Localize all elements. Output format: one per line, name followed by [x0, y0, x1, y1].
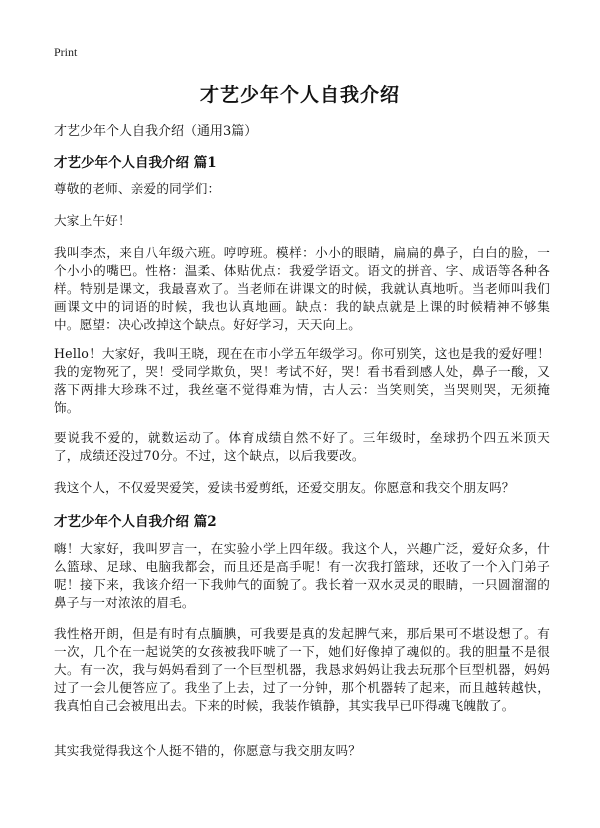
- section-1-paragraph-3: 我叫李杰，来自八年级六班。哼哼班。模样：小小的眼睛，扁扁的鼻子，白白的脸，一个小小的嘴巴。性格：温柔、体贴优点：我爱学语文。语文的拼音、字、成语等各种各样。特别是课文，我最喜欢了。当老师在讲课文的时候，我就认真地听。当老师叫我们画课文中的词语的时候，我也认真地画。缺点：我的缺点就是上课的时候精神不够集中。愿望：决心改掉这个缺点。好好学习，天天向上。: [54, 245, 550, 332]
- section-2-paragraph-3: 其实我觉得我这个人挺不错的，你愿意与我交朋友吗？: [54, 743, 362, 758]
- section-2-paragraph-1: 嗨！大家好，我叫罗言一，在实验小学上四年级。我这个人，兴趣广泛，爱好众多，什么篮球、足球、电脑我都会，而且还是高手呢！有一次我打篮球，还收了一个入门弟子呢！接下来，我该介绍一下我帅气的面貌了。我长着一双水灵灵的眼睛，一只圆溜溜的鼻子与一对浓浓的眉毛。: [54, 541, 550, 610]
- document-title: 才艺少年个人自我介绍: [199, 84, 400, 106]
- section-1-heading: 才艺少年个人自我介绍 篇1: [54, 155, 217, 171]
- section-1-paragraph-4: Hello！大家好，我叫王晓，现在在市小学五年级学习。你可别笑，这也是我的爱好哩！我的宠物死了，哭！受同学欺负，哭！考试不好，哭！看书看到感人处，鼻子一酸，又落下两排大珍珠不过，我丝毫不觉得难为情，古人云：当笑则笑，当哭则哭，无须掩饰。: [54, 346, 550, 415]
- section-2-paragraph-2: 我性格开朗，但是有时有点腼腆，可我要是真的发起脾气来，那后果可不堪设想了。有一次，几个在一起说笑的女孩被我吓唬了一下，她们好像掉了魂似的。我的胆量不是很大。有一次，我与妈妈看到了一个巨型机器，我恳求妈妈让我去玩那个巨型机器，妈妈过了一会儿便答应了。我坐了上去，过了一分钟，那个机器转了起来，而且越转越快，我真怕自己会被甩出去。下来的时候，我装作镇静，其实我早已吓得魂飞魄散了。: [54, 626, 550, 713]
- section-1-paragraph-6: 我这个人，不仅爱哭爱笑，爱读书爱剪纸，还爱交朋友。你愿意和我交个朋友吗？: [54, 480, 515, 495]
- section-1-paragraph-5: 要说我不爱的，就数运动了。体育成绩自然不好了。三年级时，垒球扔个四五米顶天了，成绩还没过70分。不过，这个缺点，以后我要改。: [54, 430, 550, 463]
- section-2-heading: 才艺少年个人自我介绍 篇2: [54, 514, 217, 530]
- section-1-paragraph-2: 大家上午好！: [54, 213, 131, 228]
- document-subtitle: 才艺少年个人自我介绍（通用3篇）: [54, 124, 258, 139]
- print-link[interactable]: Print: [54, 45, 78, 59]
- section-1-paragraph-1: 尊敬的老师、亲爱的同学们：: [54, 181, 221, 196]
